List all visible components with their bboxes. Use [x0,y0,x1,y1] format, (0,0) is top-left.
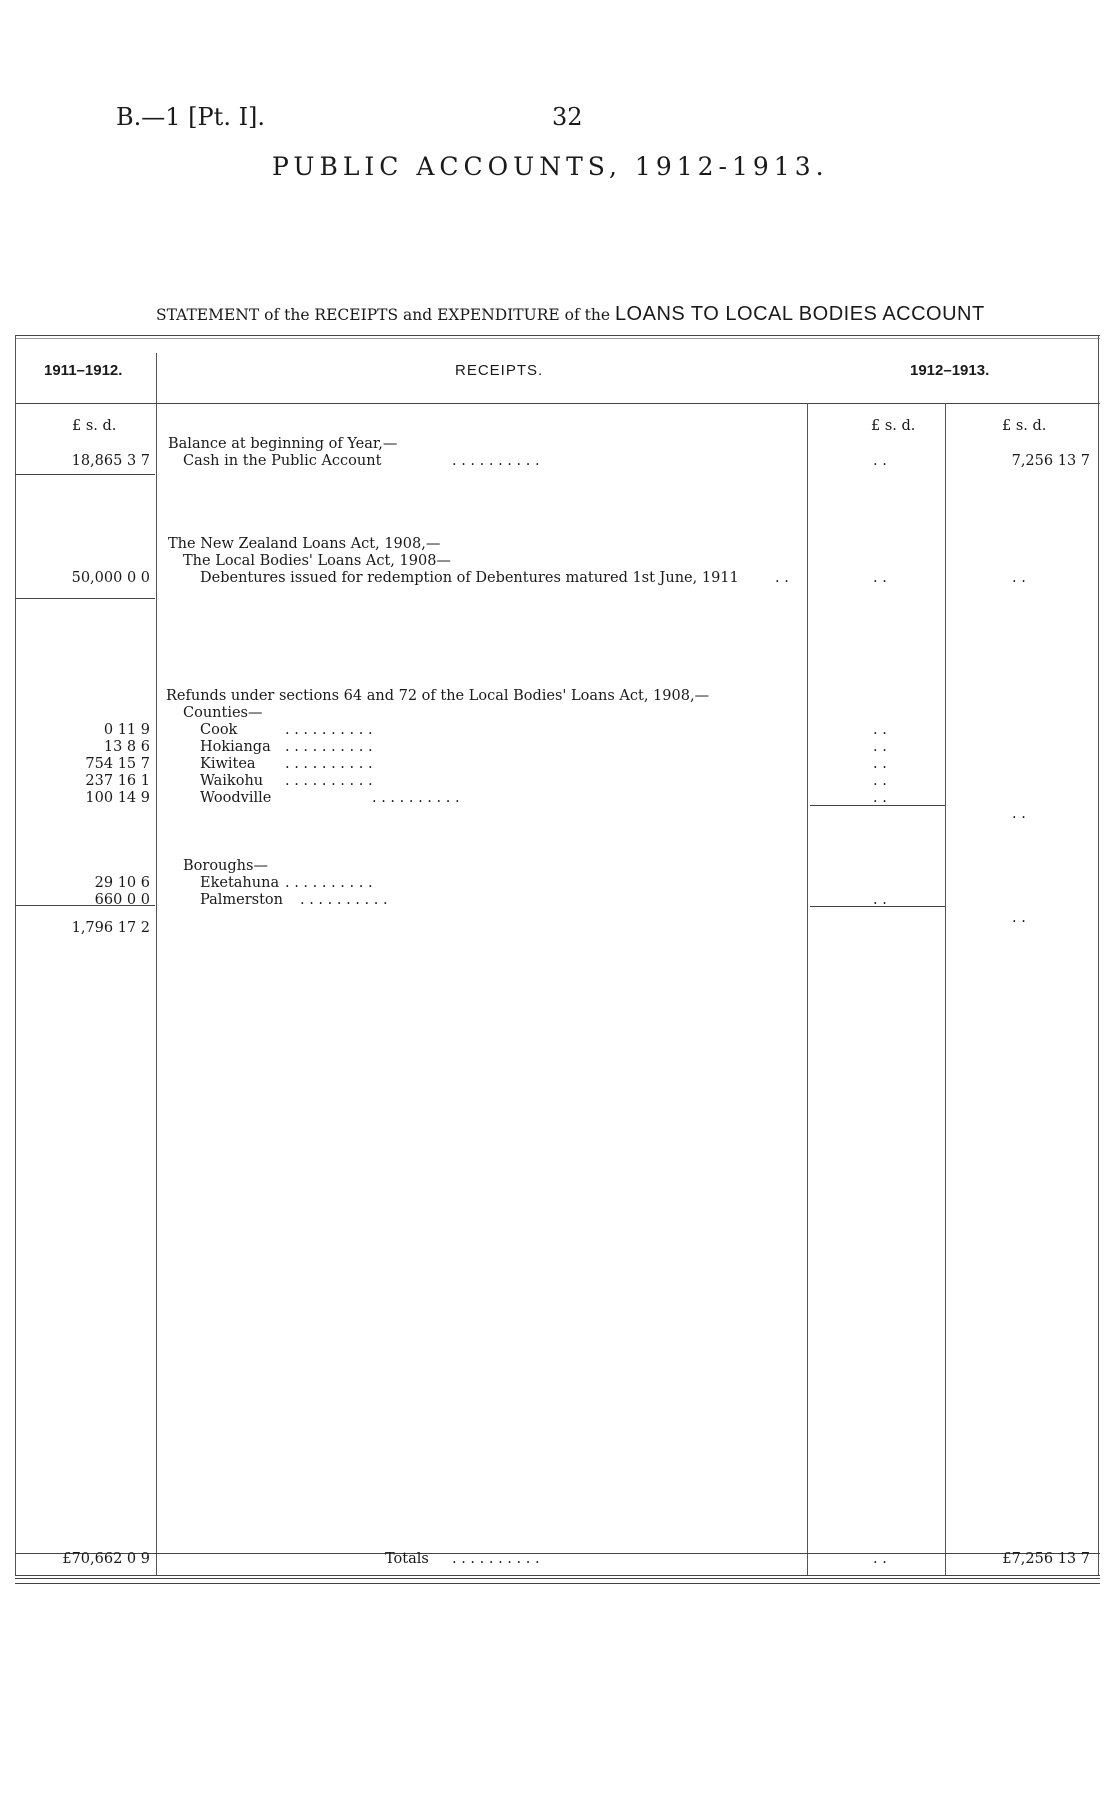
rule-balance-sub [15,474,155,475]
rule-totals-top [15,1553,1100,1554]
totals-mid-leader: . . [873,1551,887,1567]
statement-heading [156,303,985,326]
county-prev-value: 13 8 6 [103,739,150,755]
rule-left [15,335,16,1575]
loans-act-1: The New Zealand Loans Act, 1908,— [168,536,441,552]
borough-name: Palmerston [200,892,283,908]
lsd-prev: £ s. d. [72,418,117,434]
lsd-mid: £ s. d. [871,418,916,434]
refunds-heading: Refunds under sections 64 and 72 of the Local Bodies' Loans Act, 1908,— [166,688,710,704]
balance-curr-value: 7,256 13 7 [1011,453,1090,469]
rule-loans-sub [15,598,155,599]
county-name: Waikohu [200,773,264,789]
col-curr-year: 1912–1913. [910,362,990,379]
loans-leader-2: . . [873,570,887,586]
loans-leader-1: . . [775,570,789,586]
county-name: Kiwitea [200,756,256,772]
county-prev-value: 237 16 1 [85,773,150,789]
col-prev-year: 1911–1912. [44,362,123,379]
borough-leaders: . . . . . . . . . . [300,892,388,908]
rule-top-second [15,338,1100,339]
county-mid-leader: . . [873,739,887,755]
county-name: Hokianga [200,739,271,755]
borough-leaders: . . . . . . . . . . [285,875,373,891]
rule-header-bottom [15,403,1100,404]
borough-prev-value: 660 0 0 [94,892,150,908]
balance-mid-leader: . . [873,453,887,469]
county-leaders: . . . . . . . . . . [285,739,373,755]
rule-prev-col [156,353,157,1575]
lsd-curr: £ s. d. [1002,418,1047,434]
county-leaders: . . . . . . . . . . [285,756,373,772]
county-mid-leader: . . [873,722,887,738]
county-leaders: . . . . . . . . . . [285,773,373,789]
page-number: 32 [552,103,583,131]
rule-top [15,335,1100,336]
loans-leader-3: . . [1012,570,1026,586]
counties-total-leader: . . [1012,806,1026,822]
rule-totals-bottom-double [15,1578,1100,1579]
balance-leaders: . . . . . . . . . . [452,453,540,469]
loans-act-2: The Local Bodies' Loans Act, 1908— [183,553,451,569]
statement-account-name: LOANS TO LOCAL BODIES ACCOUNT [614,303,985,325]
refunds-total-leader: . . [1012,910,1026,926]
totals-leaders: . . . . . . . . . . [452,1551,540,1567]
totals-curr-value: £7,256 13 7 [1002,1551,1090,1567]
county-mid-leader: . . [873,790,887,806]
totals-prev-value: £70,662 0 9 [62,1551,150,1567]
rule-total-col [945,403,946,1575]
borough-prev-value: 29 10 6 [94,875,150,891]
balance-prev-value: 18,865 3 7 [71,453,150,469]
page-title: PUBLIC ACCOUNTS, 1912-1913. [272,152,829,181]
boroughs-heading: Boroughs— [183,858,268,874]
totals-label: Totals [385,1551,429,1567]
county-name: Woodville [200,790,272,806]
rule-totals-bottom-third [15,1583,1100,1584]
county-name: Cook [200,722,238,738]
borough-mid-leader: . . [873,892,887,908]
col-receipts: RECEIPTS. [455,362,544,379]
counties-heading: Counties— [183,705,263,721]
statement-prefix: STATEMENT of the RECEIPTS and EXPENDITURE of the [156,306,610,324]
borough-name: Eketahuna [200,875,280,891]
county-prev-value: 754 15 7 [85,756,150,772]
county-prev-value: 0 11 9 [103,722,150,738]
rule-totals-bottom [15,1575,1100,1576]
document-reference: B.—1 [Pt. I]. [116,103,266,131]
county-prev-value: 100 14 9 [85,790,150,806]
loans-prev-value: 50,000 0 0 [71,570,150,586]
balance-heading: Balance at beginning of Year,— [168,436,398,452]
loans-label: Debentures issued for redemption of Debentures matured 1st June, 1911 [200,570,739,586]
rule-money-col [807,403,808,1575]
county-leaders: . . . . . . . . . . [372,790,460,806]
county-mid-leader: . . [873,773,887,789]
rule-right [1098,335,1099,1575]
county-leaders: . . . . . . . . . . [285,722,373,738]
balance-label: Cash in the Public Account [183,453,382,469]
county-mid-leader: . . [873,756,887,772]
refunds-subtotal-prev: 1,796 17 2 [71,920,150,936]
